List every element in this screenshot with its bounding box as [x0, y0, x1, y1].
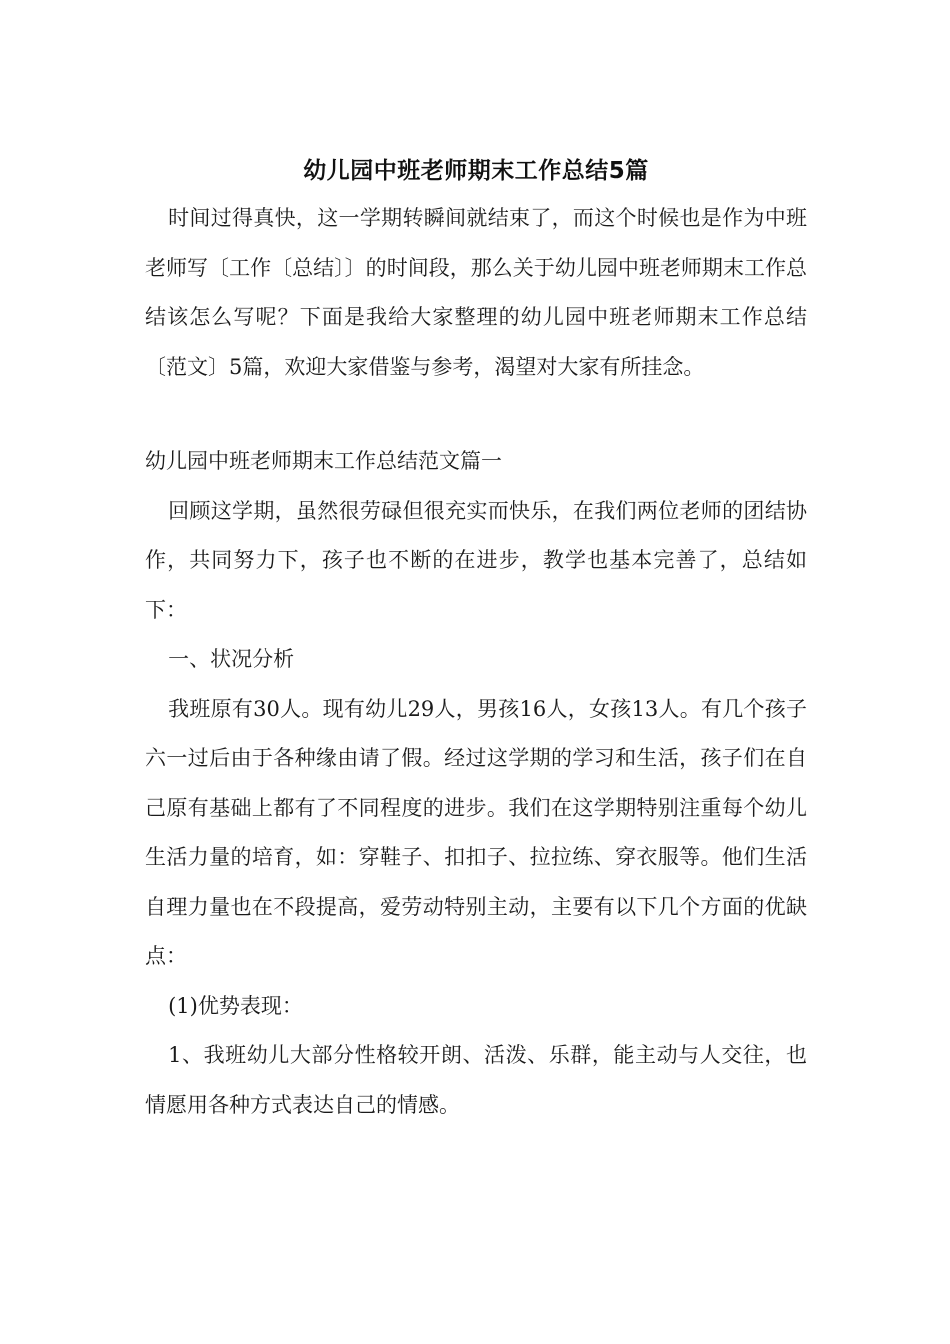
body-paragraph: 回顾这学期，虽然很劳碌但很充实而快乐，在我们两位老师的团结协作，共同努力下，孩子也不断的在进步，教学也基本完善了，总结如下：	[145, 498, 807, 622]
subheading-situation-analysis: 一、状况分析	[168, 647, 295, 671]
body-paragraph: 我班原有30人。现有幼儿29人，男孩16人，女孩13人。有几个孩子六一过后由于各种缘由请了假。经过这学期的学习和生活，孩子们在自己原有基础上都有了不同程度的进步。我们在这学期特别注重每个幼儿生活力量的培育，如：穿鞋子、扣扣子、拉拉练、穿衣服等。他们生活自理力量也在不段提高，爱劳动特别主动，主要有以下几个方面的优缺点：	[145, 696, 807, 968]
section-gap	[145, 392, 807, 437]
subheading-advantages: (1)优势表现：	[168, 993, 303, 1018]
intro-paragraph: 时间过得真快，这一学期转瞬间就结束了，而这个时候也是作为中班老师写〔工作〔总结〕〕的时间段，那么关于幼儿园中班老师期末工作总结该怎么写呢？下面是我给大家整理的幼儿园中班老师期末工作总结〔范文〕5篇，欢迎大家借鉴与参考，渴望对大家有所挂念。	[145, 206, 807, 379]
section-heading: 幼儿园中班老师期末工作总结范文篇一	[145, 449, 502, 473]
document-body	[145, 148, 807, 1130]
document-title: 幼儿园中班老师期末工作总结5篇	[303, 158, 649, 184]
body-paragraph: 1、我班幼儿大部分性格较开朗、活泼、乐群，能主动与人交往，也情愿用各种方式表达自己的情感。	[145, 1043, 807, 1117]
